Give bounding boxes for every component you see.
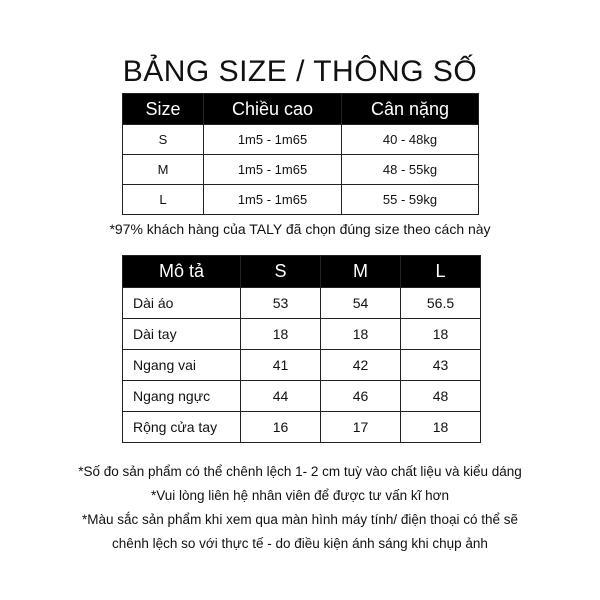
table-cell: 18 <box>401 319 481 350</box>
table-cell: 18 <box>241 319 321 350</box>
table-cell: 43 <box>401 350 481 381</box>
table-cell: 18 <box>401 412 481 443</box>
table-row <box>123 350 481 381</box>
spec-table-header: Mô tả <box>123 256 241 288</box>
table-cell: M <box>123 155 204 185</box>
table-cell: 44 <box>241 381 321 412</box>
spec-table-header: M <box>321 256 401 288</box>
footnote: chênh lệch so với thực tế - do điều kiện ánh sáng khi chụp ảnh <box>112 536 488 551</box>
table-cell: 46 <box>321 381 401 412</box>
row-label: Rộng cửa tay <box>123 412 241 443</box>
row-label: Dài tay <box>123 319 241 350</box>
footnote: *Màu sắc sản phẩm khi xem qua màn hình máy tính/ điện thoại có thể sẽ <box>82 512 518 527</box>
footnote: *Số đo sản phẩm có thể chênh lệch 1- 2 cm tuỳ vào chất liệu và kiểu dáng <box>78 464 522 479</box>
table-cell: 42 <box>321 350 401 381</box>
table-cell: L <box>123 185 204 215</box>
row-label: Ngang vai <box>123 350 241 381</box>
spec-table-header-row <box>123 256 481 288</box>
table-cell: 56.5 <box>401 288 481 319</box>
size-table-header-row <box>123 94 479 125</box>
table-row <box>123 288 481 319</box>
table-cell: 48 <box>401 381 481 412</box>
table-row <box>123 319 481 350</box>
table-cell: 1m5 - 1m65 <box>204 125 342 155</box>
table-cell: S <box>123 125 204 155</box>
table-row <box>123 412 481 443</box>
table-cell: 16 <box>241 412 321 443</box>
size-table <box>122 93 479 215</box>
footnote: *Vui lòng liên hệ nhân viên để được tư vấn kĩ hơn <box>151 488 449 503</box>
table-cell: 18 <box>321 319 401 350</box>
row-label: Dài áo <box>123 288 241 319</box>
table-cell: 1m5 - 1m65 <box>204 155 342 185</box>
table-cell: 17 <box>321 412 401 443</box>
table-cell: 1m5 - 1m65 <box>204 185 342 215</box>
table-row <box>123 185 479 215</box>
table-cell: 53 <box>241 288 321 319</box>
size-table-header: Size <box>123 94 204 125</box>
table-cell: 48 - 55kg <box>342 155 479 185</box>
size-table-header: Chiều cao <box>204 94 342 125</box>
table-cell: 40 - 48kg <box>342 125 479 155</box>
size-table-note: *97% khách hàng của TALY đã chọn đúng size theo cách này <box>109 221 491 237</box>
table-cell: 55 - 59kg <box>342 185 479 215</box>
page-title: BẢNG SIZE / THÔNG SỐ <box>122 55 478 88</box>
spec-table-header: S <box>241 256 321 288</box>
spec-table-header: L <box>401 256 481 288</box>
table-cell: 54 <box>321 288 401 319</box>
table-cell: 41 <box>241 350 321 381</box>
footnotes <box>0 460 600 556</box>
table-row <box>123 381 481 412</box>
table-row <box>123 155 479 185</box>
row-label: Ngang ngực <box>123 381 241 412</box>
size-table-header: Cân nặng <box>342 94 479 125</box>
spec-table <box>122 255 481 443</box>
table-row <box>123 125 479 155</box>
